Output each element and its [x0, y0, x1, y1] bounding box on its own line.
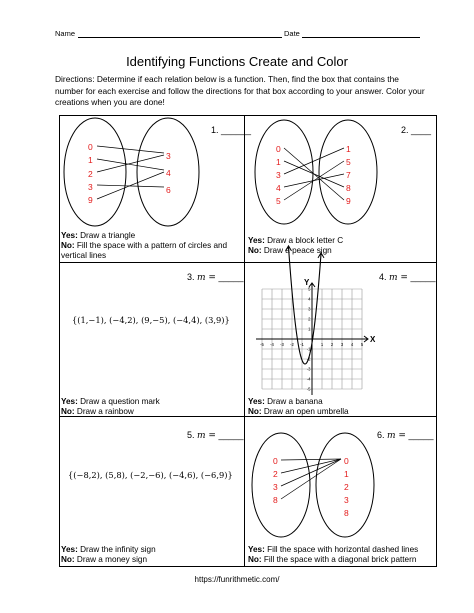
problem-2-label: 2. — [401, 125, 409, 135]
domain-value: 1 — [88, 155, 93, 166]
yes-label: Yes: — [248, 545, 265, 554]
domain-value: 8 — [273, 495, 278, 505]
domain-value: 0 — [276, 144, 281, 154]
yes-text: Draw a triangle — [80, 231, 136, 240]
range-value: 1 — [346, 144, 351, 154]
problem-5-number: 5. m = _____ — [187, 430, 244, 441]
domain-value: 9 — [88, 195, 93, 206]
m-label: m = — [197, 431, 216, 441]
no-label: No: — [248, 555, 262, 564]
yes-label: Yes: — [248, 397, 265, 406]
domain-value: 3 — [276, 170, 281, 180]
y-tick-label: 5 — [308, 286, 311, 292]
problem-6-domain — [273, 455, 283, 507]
x-tick-label: -3 — [280, 342, 284, 347]
yes-label: Yes: — [61, 397, 78, 406]
directions-label: Directions — [55, 74, 93, 84]
no-text: Fill the space with a pattern of circles and vertical lines — [61, 241, 228, 260]
domain-value: 2 — [88, 168, 93, 179]
page-title: Identifying Functions Create and Color — [126, 54, 348, 69]
yes-label: Yes: — [61, 231, 78, 240]
range-value: 3 — [344, 495, 349, 505]
no-text: Fill the space with a diagonal brick pattern — [263, 555, 417, 564]
problem-6-label: 6. — [377, 430, 385, 440]
problem-5-label: 5. — [187, 430, 195, 440]
range-value: 8 — [346, 183, 351, 193]
no-label: No: — [61, 555, 75, 564]
yes-label: Yes: — [61, 545, 78, 554]
y-tick-label: -2 — [306, 356, 311, 362]
problem-3-relation: {(1,−1), (−4,2), (9,−5), (−4,4), (3,9)} — [72, 315, 230, 325]
range-value: 6 — [166, 185, 171, 195]
no-label: No: — [248, 246, 262, 255]
no-label: No: — [61, 241, 75, 250]
range-value: 1 — [344, 469, 349, 479]
m-label: m = — [387, 431, 406, 441]
problem-4-label: 4. — [379, 272, 387, 282]
date-label: Date — [284, 29, 300, 38]
range-value: 4 — [166, 168, 171, 178]
range-value: 5 — [346, 157, 351, 167]
problem-5-relation: {(−8,2), (5,8), (−2,−6), (−4,6), (−6,9)} — [68, 470, 233, 480]
y-tick-label: -5 — [306, 386, 311, 392]
range-value: 2 — [344, 482, 349, 492]
no-text: Draw an open umbrella — [263, 407, 349, 416]
range-value: 3 — [166, 151, 171, 161]
range-value: 0 — [344, 456, 349, 466]
x-tick-label: 5 — [360, 342, 364, 347]
problem-6-instructions — [248, 545, 436, 565]
problem-1-label: 1. — [211, 125, 219, 135]
no-label: No: — [61, 407, 75, 416]
yes-text: Draw a block letter C — [267, 236, 344, 245]
m-label: m = — [389, 273, 408, 283]
y-axis-label: Y — [304, 278, 310, 287]
x-tick-label: -2 — [290, 342, 294, 347]
problem-3-number: 3. m = _____ — [187, 272, 244, 283]
name-label: Name — [55, 29, 76, 38]
x-tick-label: -4 — [270, 342, 274, 347]
x-tick-label: 4 — [350, 342, 354, 347]
no-text: Draw a rainbow — [76, 407, 134, 416]
yes-text: Fill the space with horizontal dashed lines — [267, 545, 419, 554]
x-tick-label: 2 — [330, 342, 334, 347]
x-tick-label: -5 — [260, 342, 264, 347]
footer-url[interactable]: https://funrithmetic.com/ — [194, 575, 280, 584]
y-tick-label: -1 — [306, 346, 311, 352]
domain-value: 1 — [276, 157, 281, 167]
range-value: 9 — [346, 196, 351, 206]
y-tick-label: 1 — [308, 326, 311, 332]
y-tick-label: -3 — [306, 366, 311, 372]
domain-value: 3 — [273, 482, 278, 492]
y-tick-label: 3 — [308, 306, 311, 312]
problem-6-number: 6. m = _____ — [377, 430, 434, 441]
no-text: Draw a money sign — [76, 555, 147, 564]
range-value: 7 — [346, 170, 351, 180]
domain-value: 2 — [273, 469, 278, 479]
no-text: Draw a peace sign — [263, 246, 332, 255]
m-label: m = — [197, 273, 216, 283]
yes-text: Draw a banana — [267, 397, 323, 406]
range-value: 8 — [344, 508, 349, 518]
problem-6-range — [344, 455, 354, 520]
yes-text: Draw the infinity sign — [80, 545, 156, 554]
domain-value: 0 — [273, 456, 278, 466]
domain-value: 3 — [88, 181, 93, 192]
x-tick-label: 1 — [320, 342, 324, 347]
y-tick-label: 2 — [308, 316, 311, 322]
yes-text: Draw a question mark — [80, 397, 160, 406]
directions-text: : Determine if each relation below is a function. Then, find the box that contains the number for each exercise and follow the directions for that box according to your answer. Color your creations when you are done! — [55, 74, 425, 107]
problem-1-number: 1. ______ — [211, 125, 252, 135]
yes-label: Yes: — [248, 236, 265, 245]
y-tick-label: -4 — [306, 376, 311, 382]
x-tick-label: 3 — [340, 342, 344, 347]
x-tick-label: -1 — [300, 342, 304, 347]
domain-value: 0 — [88, 142, 93, 152]
domain-value: 5 — [276, 196, 281, 206]
problem-2-number: 2. ____ — [401, 125, 432, 135]
domain-value: 4 — [276, 183, 281, 193]
y-tick-label: 4 — [308, 296, 311, 302]
no-label: No: — [248, 407, 262, 416]
x-axis-label: X — [370, 335, 376, 344]
problem-4-number: 4. m = _____ — [379, 272, 436, 283]
problem-3-label: 3. — [187, 272, 195, 282]
